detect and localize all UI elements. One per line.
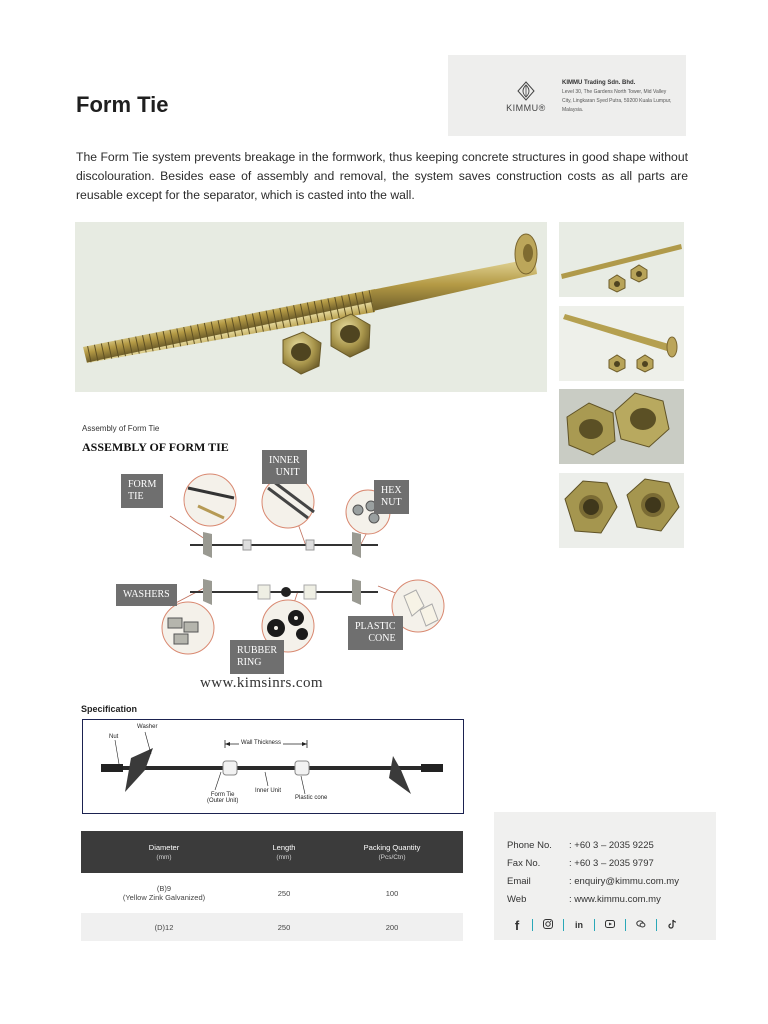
thumbnail-hex-nuts-closeup[interactable] [559, 389, 684, 464]
youtube-icon[interactable] [595, 920, 625, 931]
header-diameter-label: Diameter [148, 843, 180, 852]
inset-form-tie [184, 474, 236, 526]
fax-value: : +60 3 – 2035 9797 [569, 858, 654, 869]
assembly-caption: Assembly of Form Tie [82, 424, 160, 433]
inset-washers [162, 602, 214, 654]
table-row [81, 913, 463, 941]
cell-length: 250 [247, 873, 321, 913]
spec-label-inner-unit: Inner Unit [255, 788, 282, 794]
phone-label: Phone No. [507, 840, 552, 851]
spec-label-plastic-cone: Plastic cone [295, 795, 328, 801]
label-rubber-ring: RUBBER RING [230, 640, 284, 674]
spec-label-form-tie-text: Form Tie [210, 792, 235, 798]
cell-diameter [81, 873, 247, 913]
facebook-icon[interactable]: f [514, 917, 520, 933]
header-qty-label: Packing Quantity [363, 843, 421, 852]
header-packing-quantity [321, 831, 463, 873]
contact-fax [507, 858, 654, 869]
specification-caption: Specification [81, 704, 138, 714]
form-tie-main-photo [75, 222, 547, 392]
spec-label-washer: Washer [137, 724, 158, 730]
header-diameter-unit: (mm) [156, 854, 172, 861]
assembly-row-top [190, 532, 378, 558]
email-link[interactable]: : enquiry@kimmu.com.my [569, 876, 679, 887]
wechat-icon[interactable] [626, 920, 656, 931]
header-diameter [81, 831, 247, 873]
web-label: Web [507, 894, 527, 905]
spec-label-form-tie [207, 792, 238, 804]
contact-phone [507, 840, 654, 851]
instagram-icon[interactable] [533, 919, 563, 932]
company-logo [496, 80, 556, 116]
contact-web [507, 894, 661, 905]
intro-paragraph: The Form Tie system prevents breakage in the formwork, thus keeping concrete structures in good shape without discolouration. Besides ease of assembly and removal, the system saves construction costs as all parts are reusable except for the separator, which is casted into the wall. [76, 150, 688, 202]
label-washers: WASHERS [116, 584, 177, 606]
social-links [502, 918, 708, 932]
web-link[interactable]: : www.kimmu.com.my [569, 894, 661, 905]
email-label: Email [507, 876, 531, 887]
assembly-diagram [78, 436, 486, 696]
cell-diameter-note: (Yellow Zink Galvanized) [122, 893, 206, 902]
label-form-tie: FORM TIE [121, 474, 163, 508]
leaf-emblem-icon [515, 80, 537, 102]
fax-label: Fax No. [507, 858, 541, 869]
cell-length: 250 [247, 913, 321, 941]
label-inner-unit: INNER UNIT [262, 450, 307, 484]
thumbnail-rod-with-washer[interactable] [559, 306, 684, 381]
company-name: KIMMU Trading Sdn. Bhd. [562, 80, 636, 86]
cell-quantity: 100 [321, 873, 463, 913]
contact-email [507, 876, 679, 887]
phone-value[interactable]: : +60 3 – 2035 9225 [569, 840, 654, 851]
logo-text: KIMMU® [506, 103, 546, 113]
spec-label-nut: Nut [109, 734, 119, 740]
header-qty-unit: (Pcs/Ctn) [378, 854, 406, 861]
header-length-label: Length [272, 843, 296, 852]
table-row [81, 873, 463, 913]
label-plastic-cone: PLASTIC CONE [348, 616, 403, 650]
tiktok-icon[interactable] [657, 919, 687, 932]
header-length [247, 831, 321, 873]
thumbnail-two-hex-nuts[interactable] [559, 473, 684, 548]
cell-diameter: (D)12 [81, 913, 247, 941]
specification-diagram [82, 719, 464, 814]
company-address: Level 30, The Gardens North Tower, Mid Valley City, Lingkaran Syed Putra, 59200 Kuala Lumpur, Malaysia. [562, 89, 672, 113]
cell-diameter-value: (B)9 [156, 884, 172, 893]
specification-table [81, 831, 463, 941]
table-header-row [81, 831, 463, 873]
contact-card [494, 812, 716, 940]
spec-label-form-tie-sub: (Outer Unit) [207, 798, 239, 804]
assembly-title: ASSEMBLY OF FORM TIE [82, 440, 229, 454]
assembly-url: www.kimsinrs.com [200, 675, 323, 691]
page-title: Form Tie [76, 92, 169, 117]
thumbnail-rod-and-nuts[interactable] [559, 222, 684, 297]
cell-quantity: 200 [321, 913, 463, 941]
spec-label-wall-thickness: Wall Thickness [241, 740, 282, 746]
label-hex-nut: HEX NUT [374, 480, 409, 514]
header-length-unit: (mm) [276, 854, 292, 861]
linkedin-icon[interactable]: in [575, 920, 583, 930]
